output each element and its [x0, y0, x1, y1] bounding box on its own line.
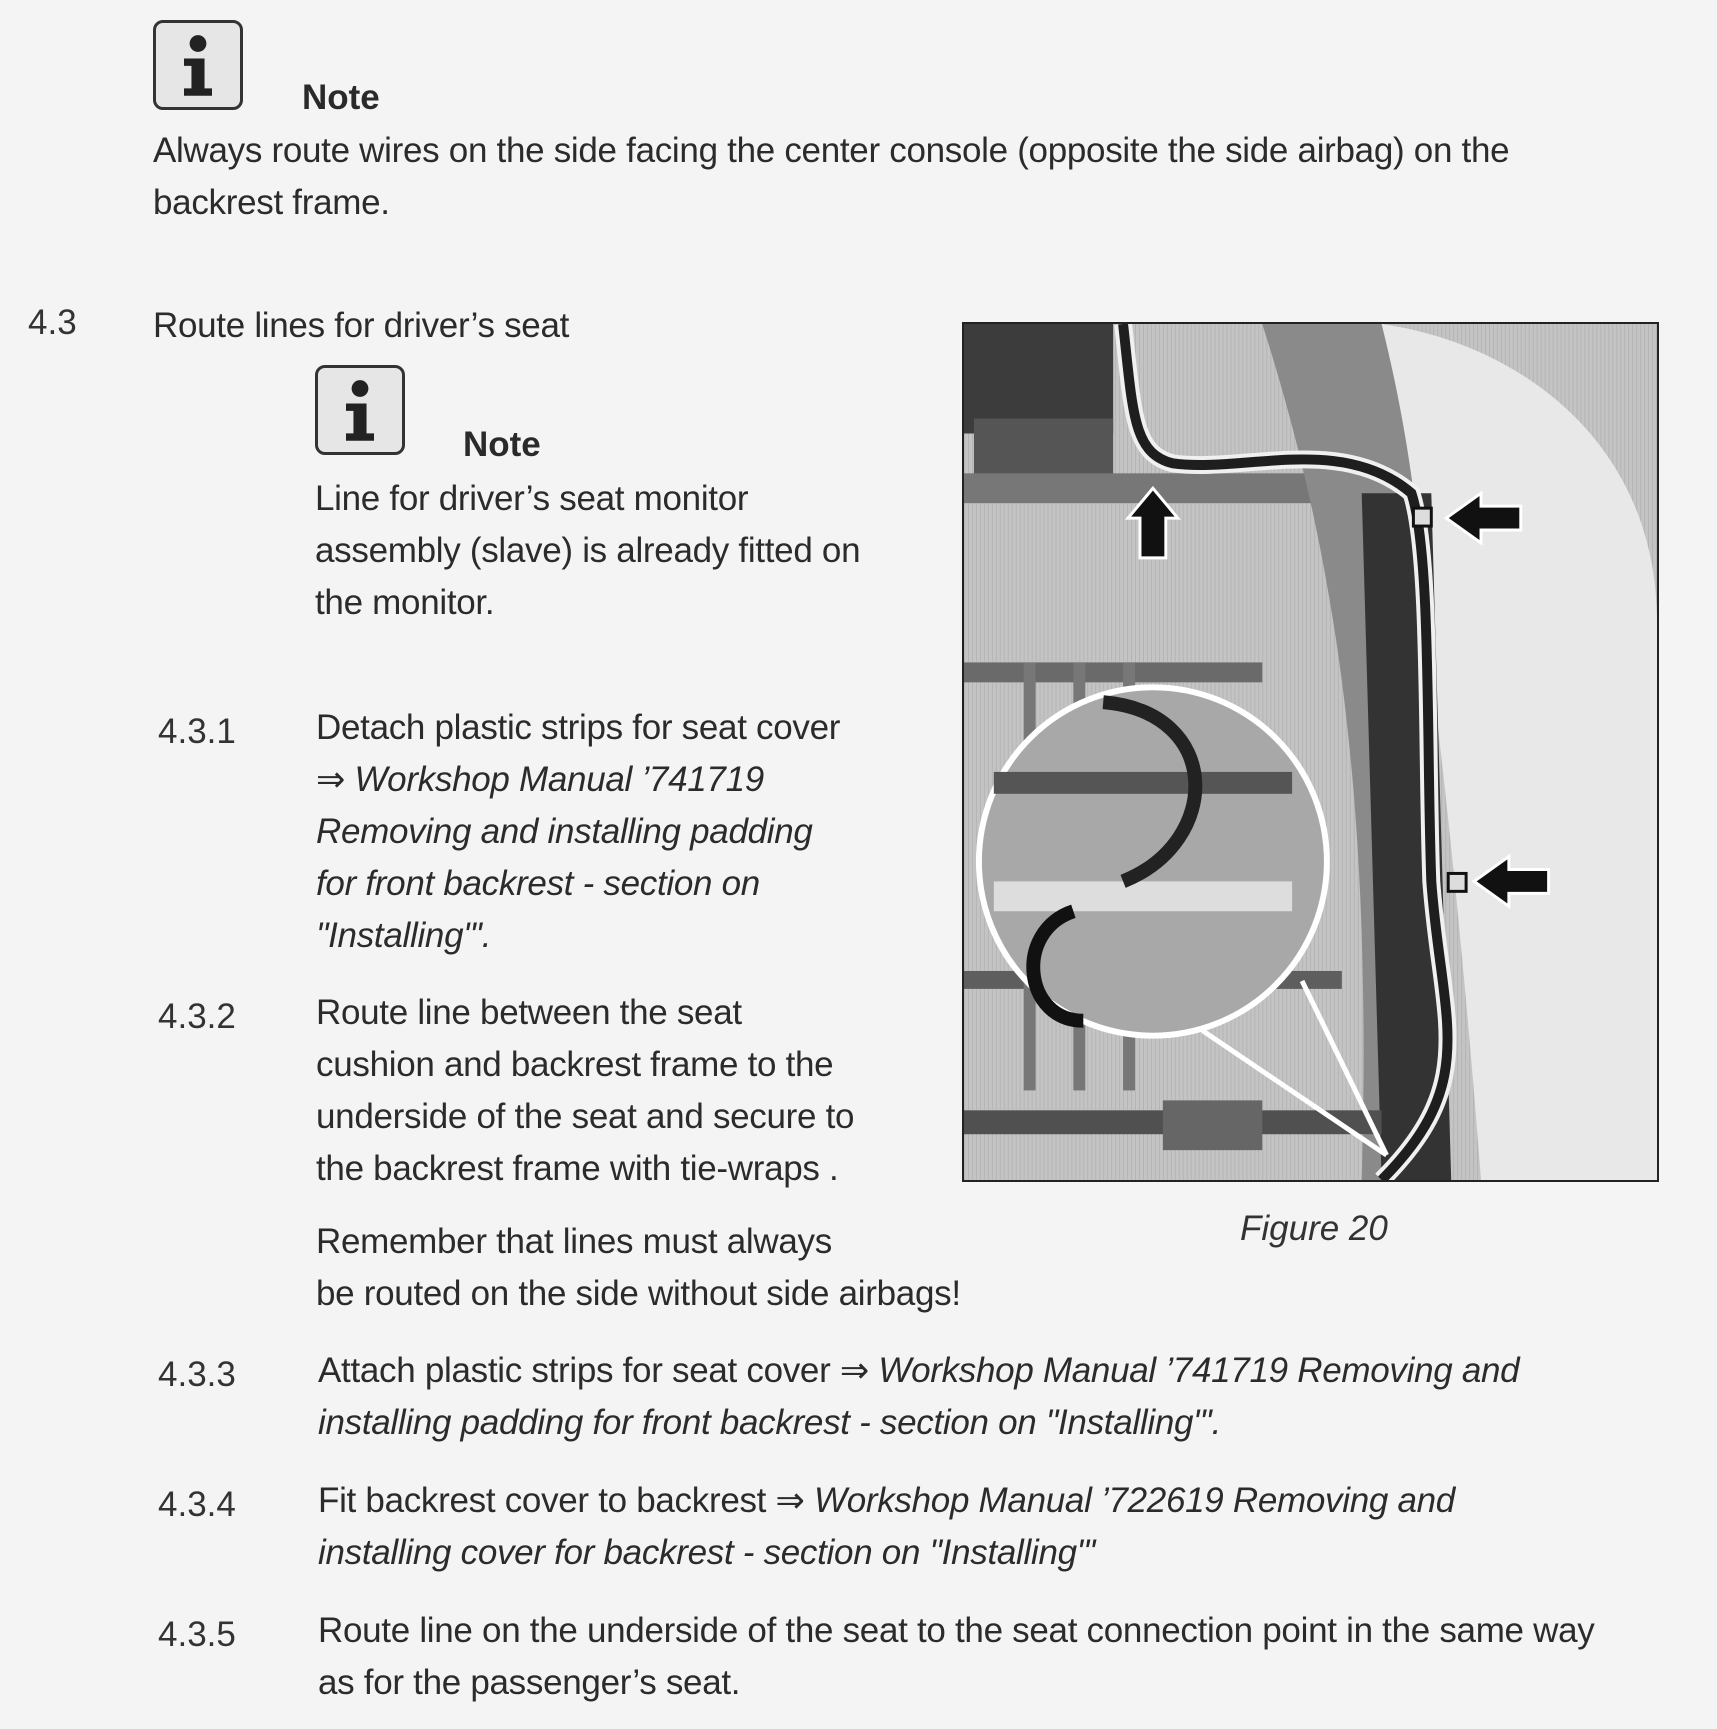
workshop-manual-link[interactable]: installing padding for front backrest - section on "Installing"'. — [318, 1403, 1222, 1442]
step-text: Detach plastic strips for seat cover ⇒ Workshop Manual ’741719 Removing and installing padding for front backrest - section on "Installing"'. — [316, 702, 936, 962]
workshop-manual-link[interactable]: ⇒ Workshop Manual ’741719 Removing and installing padding for front backrest - section on "Installing"'. — [316, 760, 813, 955]
section-title: Route lines for driver’s seat — [153, 306, 570, 345]
step-number: 4.3.3 — [158, 1355, 236, 1394]
info-icon — [315, 365, 405, 455]
note-text: Always route wires on the side facing the center console (opposite the side airbag) on the backrest frame. — [153, 131, 1510, 222]
workshop-manual-link[interactable]: ⇒ Workshop Manual ’722619 Removing and — [775, 1481, 1455, 1520]
step-remark: Remember that lines must always be routed on the side without side airbags! — [316, 1222, 961, 1313]
info-icon — [153, 20, 243, 110]
section-number: 4.3 — [28, 303, 77, 342]
note-label: Note — [302, 78, 380, 117]
note-label: Note — [463, 425, 541, 464]
step-text: Route line on the underside of the seat to the seat connection point in the same way as for the passenger’s seat. — [318, 1611, 1595, 1702]
step-text: Fit backrest cover to backrest ⇒ Workshop Manual ’722619 Removing and installing cover for backrest - section on "Installing"' — [318, 1475, 1698, 1579]
workshop-manual-link[interactable]: installing cover for backrest - section on "Installing"' — [318, 1533, 1096, 1572]
seat-backrest-photo — [962, 322, 1659, 1182]
step-number: 4.3.4 — [158, 1485, 236, 1524]
step-text: Route line between the seat cushion and backrest frame to the underside of the seat and secure to the backrest frame with tie-wraps . — [316, 993, 855, 1188]
step-number: 4.3.5 — [158, 1615, 236, 1654]
step-number: 4.3.2 — [158, 997, 236, 1036]
workshop-manual-link[interactable]: ⇒ Workshop Manual ’741719 Removing and — [839, 1351, 1520, 1390]
figure-caption: Figure 20 — [1240, 1209, 1388, 1248]
step-number: 4.3.1 — [158, 712, 236, 751]
step-text: Attach plastic strips for seat cover ⇒ Workshop Manual ’741719 Removing and installing padding for front backrest - section on "Installing"'. — [318, 1345, 1698, 1449]
note-text: Line for driver’s seat monitor assembly (slave) is already fitted on the monitor. — [315, 479, 861, 622]
